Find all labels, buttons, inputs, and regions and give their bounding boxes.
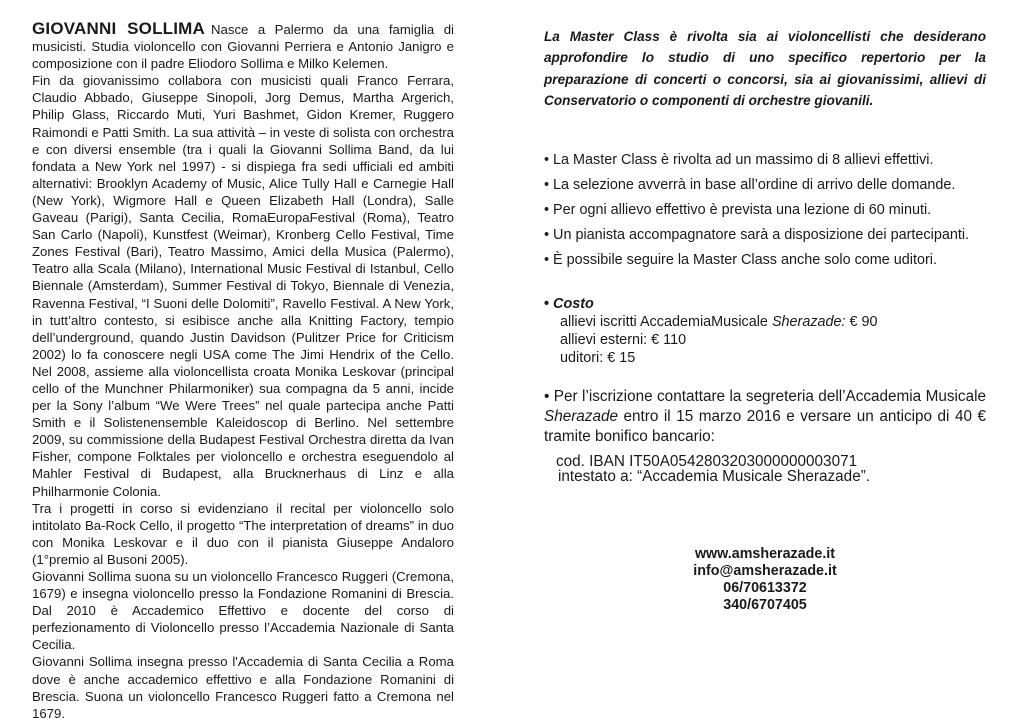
masterclass-column [544, 26, 986, 484]
costs-section [544, 295, 986, 367]
email-link[interactable]: info@amsherazade.it [693, 563, 837, 579]
enrollment-text-before: Per l’iscrizione contattare la segreteria dell’Accademia Musicale [553, 387, 986, 405]
contacts-block [640, 546, 890, 614]
rule-item: • La selezione avverrà in base all’ordine di arrivo delle domande. [544, 173, 986, 198]
rule-item: • La Master Class è rivolta ad un massimo di 8 allievi effettivi. [544, 148, 986, 173]
bio-paragraph-5: Giovanni Sollima insegna presso l'Accademia di Santa Cecilia a Roma dove è anche accademico effettivo e alla Fondazione Romanini di Brescia. Suona un violoncello Francesco Ruggeri fatto a Cremona nel 1679. [32, 654, 454, 721]
cost-auditors: uditori: € 15 [560, 349, 636, 366]
cost-enrolled [544, 313, 986, 331]
account-holder: intestato a: “Accademia Musicale Sherazade”. [558, 467, 871, 485]
iban-code: cod. IBAN IT50A0542803203000000003071 [556, 452, 858, 470]
rule-item: • Per ogni allievo effettivo è prevista una lezione di 60 minuti. [544, 198, 986, 223]
rules-list [544, 148, 986, 273]
bio-paragraph-3: Tra i progetti in corso si evidenziano il recital per violoncello solo intitolato Ba-Rock Cello, il progetto “The interpretation of dreams” in duo con Monika Leskovar e il duo con il pianista Giuseppe Andaloro (1°premio al Busoni 2005). [32, 500, 454, 567]
website-link[interactable]: www.amsherazade.it [694, 546, 836, 562]
bio-paragraph-1-text: Nasce a Palermo da una famiglia di musicisti. Studia violoncello con Giovanni Perriera e Antonio Janigro e composizione con il padre Eliodoro Sollima e Milko Kelemen. [32, 22, 454, 72]
mobile-number: 340/6707405 [723, 597, 807, 613]
cost-enrolled-name: Sherazade: [771, 313, 846, 330]
cost-enrolled-label: allievi iscritti AccademiaMusicale [560, 313, 772, 330]
enrollment-text-after: entro il 15 marzo 2016 e versare un anticipo di 40 € tramite bonifico bancario: [544, 408, 986, 446]
bank-details [544, 454, 986, 484]
bio-paragraph-2: Fin da giovanissimo collabora con musicisti quali Franco Ferrara, Claudio Abbado, Giuseppe Sinopoli, Jorg Demus, Martha Argerich, Philip Glass, Riccardo Muti, Yuri Bashmet, Gidon Kremer, Ruggero Raimondi e Patti Smith. La sua attività – in veste di solista con orchestra e con diversi ensemble (tra i quali la Giovanni Sollima Band, da lui fondata a New York nel 1997) - si dispiega fra sedi ufficiali ed ambiti alternativi: Brooklyn Academy of Music, Alice Tully Hall e Carnegie Hall (New York), Wigmore Hall e Queen Elizabeth Hall (Londra), Salle Gaveau (Parigi), Santa Cecilia, RomaEuropaFestival (Roma), Teatro San Carlo (Napoli), Kunstfest (Weimar), Kronberg Cello Festival, Time Zones Festival (Bari), Teatro Massimo, Amici della Musica (Palermo), Teatro alla Scala (Milano), International Music Festival di Istanbul, Cello Biennale (Amsterdam), Summer Festival di Tokyo, Biennale di Venezia, Ravenna Festival, “I Suoni delle Dolomiti”, Ravello Festival. A New York, in tutt’altro contesto, si esibisce anche alla Knitting Factory, tempio dell’underground, quando Justin Davidson (Pulitzer Price for Criticism 2002) lo fa conoscere negli USA come The Jimi Hendrix of the Cello. Nel 2008, assieme alla violoncellista croata Monika Leskovar (principal cello of the Munchner Philarmoniker) sua compagna da 5 anni, incide per la Sony l’album “We Were Trees” nel quale partecipa anche Patti Smith e il Solistenensemble Kaleidoscop di Berlino. Nel settembre 2009, su commissione della Budapest Festival Orchestra diretta da Ivan Fisher, compone Folktales per violoncello e orchestra eseguendolo al Mahler Festival di Budapest, alla Brucknerhaus di Linz e alla Philharmonie Colonia. [32, 73, 454, 499]
enrollment-info [544, 387, 986, 448]
rule-item: • Un pianista accompagnatore sarà a disposizione dei partecipanti. [544, 223, 986, 248]
biography-column [32, 20, 454, 722]
cost-enrolled-price: € 90 [845, 313, 878, 330]
bio-paragraph-4: Giovanni Sollima suona su un violoncello Francesco Ruggeri (Cremona, 1679) e insegna violoncello presso la Fondazione Romanini di Brescia. Dal 2010 è Accademico Effettivo e docente del corso di perfezionamento di Violoncello presso l’Accademia Nazionale di Santa Cecilia. [32, 569, 454, 653]
bio-paragraph-1 [32, 20, 454, 72]
bio-name: GIOVANNI SOLLIMA [32, 19, 206, 38]
cost-external: allievi esterni: € 110 [560, 331, 687, 348]
costs-title: • Costo [544, 295, 986, 313]
enrollment-name: Sherazade [544, 408, 618, 426]
masterclass-intro: La Master Class è rivolta sia ai violoncellisti che desiderano approfondire lo studio di uno specifico repertorio per la preparazione di concerti o concorsi, sia ai giovanissimi, allievi di Conservatorio o componenti di orchestre giovanili. [544, 29, 986, 109]
phone-number: 06/70613372 [723, 580, 807, 596]
rule-item: • È possibile seguire la Master Class anche solo come uditori. [544, 248, 986, 273]
